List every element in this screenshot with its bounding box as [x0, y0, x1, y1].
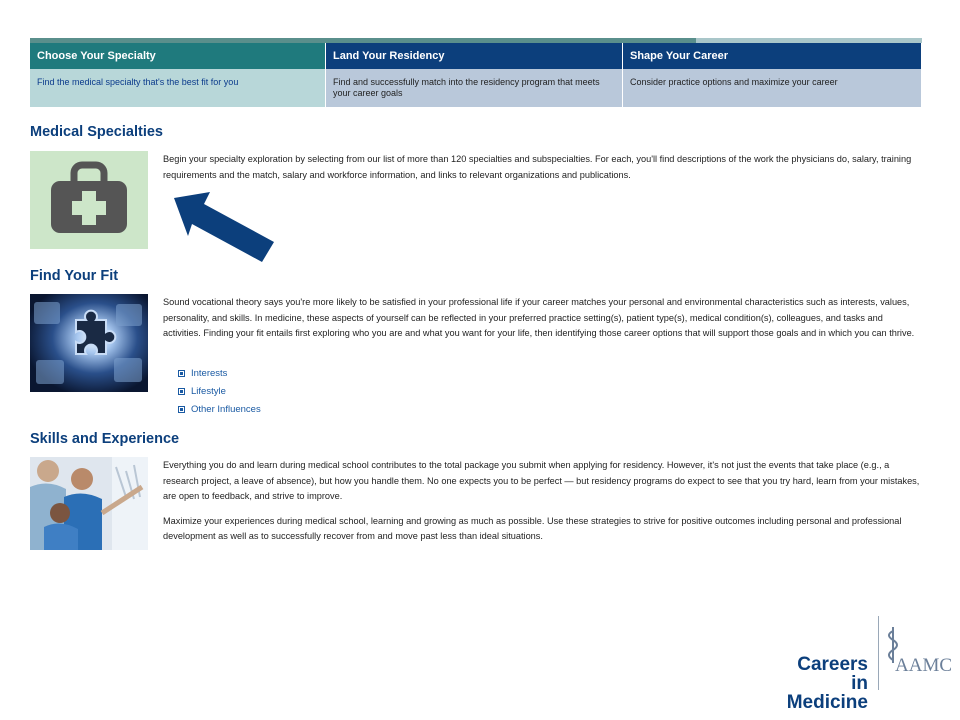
medical-bag-icon[interactable] — [30, 151, 148, 249]
link-other-influences[interactable] — [178, 400, 261, 418]
logo-line-1: Careers in — [797, 654, 868, 694]
section-title-find-your-fit[interactable]: Find Your Fit — [30, 268, 119, 284]
tab-description: Consider practice options and maximize your career — [623, 69, 921, 107]
expand-box-icon — [178, 370, 185, 377]
link-lifestyle[interactable] — [178, 382, 261, 400]
skills-paragraph-2: Maximize your experiences during medical school, learning and growing as much as possible. Use these strategies to strive for positive outcomes including personal and professional development as well as to successfully recover from and move past less than ideal situations. — [163, 515, 902, 541]
link-label[interactable]: Interests — [191, 367, 228, 379]
section-text-medical-specialties: Begin your specialty exploration by selecting from our list of more than 120 specialties and subspecialties. For each, you'll find descriptions of the work the physicians do, salary, training requirements and the match, salary and workforce information, and links to relevant organizations and publications. — [163, 154, 912, 180]
puzzle-piece-icon — [30, 294, 148, 392]
expand-box-icon — [178, 406, 185, 413]
section-title-skills-experience[interactable]: Skills and Experience — [30, 431, 180, 447]
career-tabs — [30, 43, 921, 107]
tab-shape-career[interactable] — [623, 43, 921, 107]
skills-paragraph-1: Everything you do and learn during medical school contributes to the total package you submit when applying for residency. However, it's not just the events that take place (e.g., a research project, a leave of absence), but how you handle them. No one expects you to be perfect — but residency programs do expect to see that you try hard, learn from your mistakes, are open to feedback, and strive to improve. — [163, 460, 920, 501]
section-title-medical-specialties[interactable]: Medical Specialties — [30, 124, 163, 140]
logo-line-2: Medicine — [786, 692, 868, 713]
logo-divider — [878, 616, 879, 690]
section-text-find-your-fit: Sound vocational theory says you're more likely to be satisfied in your professional life if your career matches your personal and environmental characteristics such as interests, values, personality, and skills. In medicine, these aspects of yourself can be reflected in your preferred practice setting(s), patient type(s), medical condition(s), colleagues, and tasks and activities. Finding your fit entails first exploring who you are and what you want for your life, then identifying those career options that will support those goals and in which you can thrive. — [163, 297, 915, 338]
pointer-arrow-icon — [170, 190, 280, 270]
fit-link-list — [178, 364, 261, 418]
tab-description[interactable]: Find the medical specialty that's the best fit for you — [30, 69, 325, 107]
section-text-skills-experience — [163, 458, 923, 554]
tab-title[interactable]: Choose Your Specialty — [30, 43, 325, 69]
expand-box-icon — [178, 388, 185, 395]
aamc-logo-text: AAMC — [895, 655, 953, 676]
tab-title[interactable]: Shape Your Career — [623, 43, 921, 69]
link-interests[interactable] — [178, 364, 261, 382]
careers-in-medicine-logo — [778, 655, 868, 712]
tab-choose-specialty[interactable] — [30, 43, 326, 107]
tab-description: Find and successfully match into the residency program that meets your career goals — [326, 69, 622, 107]
tab-land-residency[interactable] — [326, 43, 623, 107]
link-label[interactable]: Other Influences — [191, 403, 261, 415]
tab-title[interactable]: Land Your Residency — [326, 43, 622, 69]
link-label[interactable]: Lifestyle — [191, 385, 226, 397]
doctors-photo — [30, 457, 148, 550]
